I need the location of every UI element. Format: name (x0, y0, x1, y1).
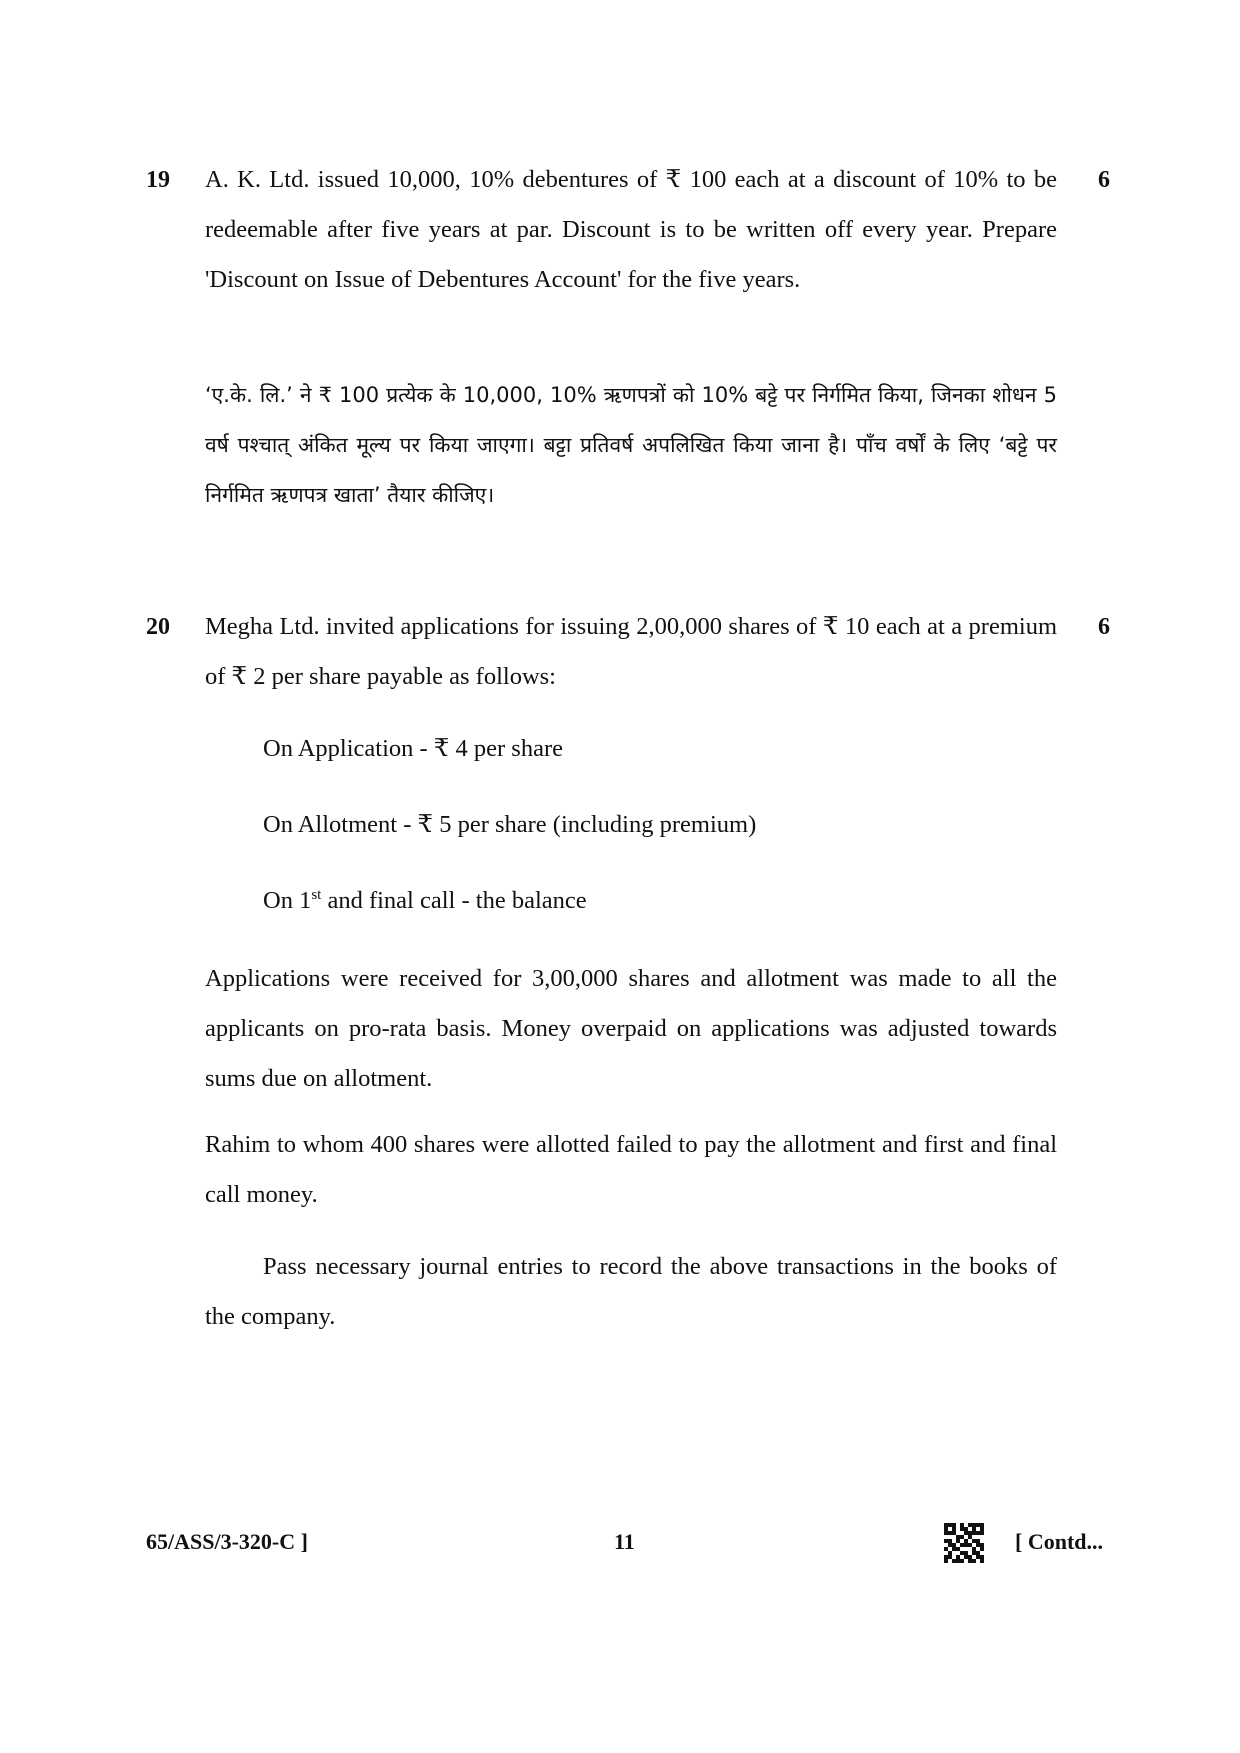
question-number: 20 (146, 614, 170, 640)
rahim-paragraph: Rahim to whom 400 shares were allotted failed to pay the allotment and first and final call money. (205, 1131, 1057, 1208)
paper-code: 65/ASS/3-320-C ] (146, 1529, 308, 1554)
continued-label: [ Contd... (1015, 1529, 1104, 1554)
qr-code-icon (944, 1523, 984, 1563)
payment-application: On Application - ₹ 4 per share (263, 735, 563, 762)
question-text-hindi: ‘ए.के. लि.’ ने ₹ 100 प्रत्येक के 10,000, 10% ऋणपत्रों को 10% बट्टे पर निर्गमित किया, जिनका शोधन 5 वर्ष पश्चात् अंकित मूल्य पर किया जाएगा। बट्टा प्रतिवर्ष अपलिखित किया जाना है। पाँच वर्षों के लिए ‘बट्टे पर निर्गमित ऋणपत्र खाता’ तैयार कीजिए। (205, 383, 1057, 507)
final-call-suffix: and final call - the balance (321, 887, 587, 914)
question-text-english: A. K. Ltd. issued 10,000, 10% debentures of ₹ 100 each at a discount of 10% to be redeemable after five years at par. Discount is to be written off every year. Prepare 'Discount on Issue of Debentures Account' for the five years. (205, 166, 1057, 293)
question-marks: 6 (1098, 614, 1110, 640)
page-footer (0, 1517, 1240, 1567)
question-number: 19 (146, 167, 170, 193)
page-number: 11 (614, 1529, 635, 1554)
payment-allotment: On Allotment - ₹ 5 per share (including premium) (263, 811, 757, 838)
question-intro: Megha Ltd. invited applications for issuing 2,00,000 shares of ₹ 10 each at a premium of ₹ 2 per share payable as follows: (205, 613, 1057, 690)
question-marks: 6 (1098, 167, 1110, 193)
payment-final-call (263, 876, 587, 926)
final-call-ordinal: st (311, 886, 322, 903)
final-call-prefix: On 1 (263, 887, 312, 914)
applications-paragraph: Applications were received for 3,00,000 shares and allotment was made to all the applicants on pro-rata basis. Money overpaid on applications was adjusted towards sums due on allotment. (205, 965, 1057, 1092)
instruction-paragraph: Pass necessary journal entries to record the above transactions in the books of the company. (205, 1253, 1057, 1330)
